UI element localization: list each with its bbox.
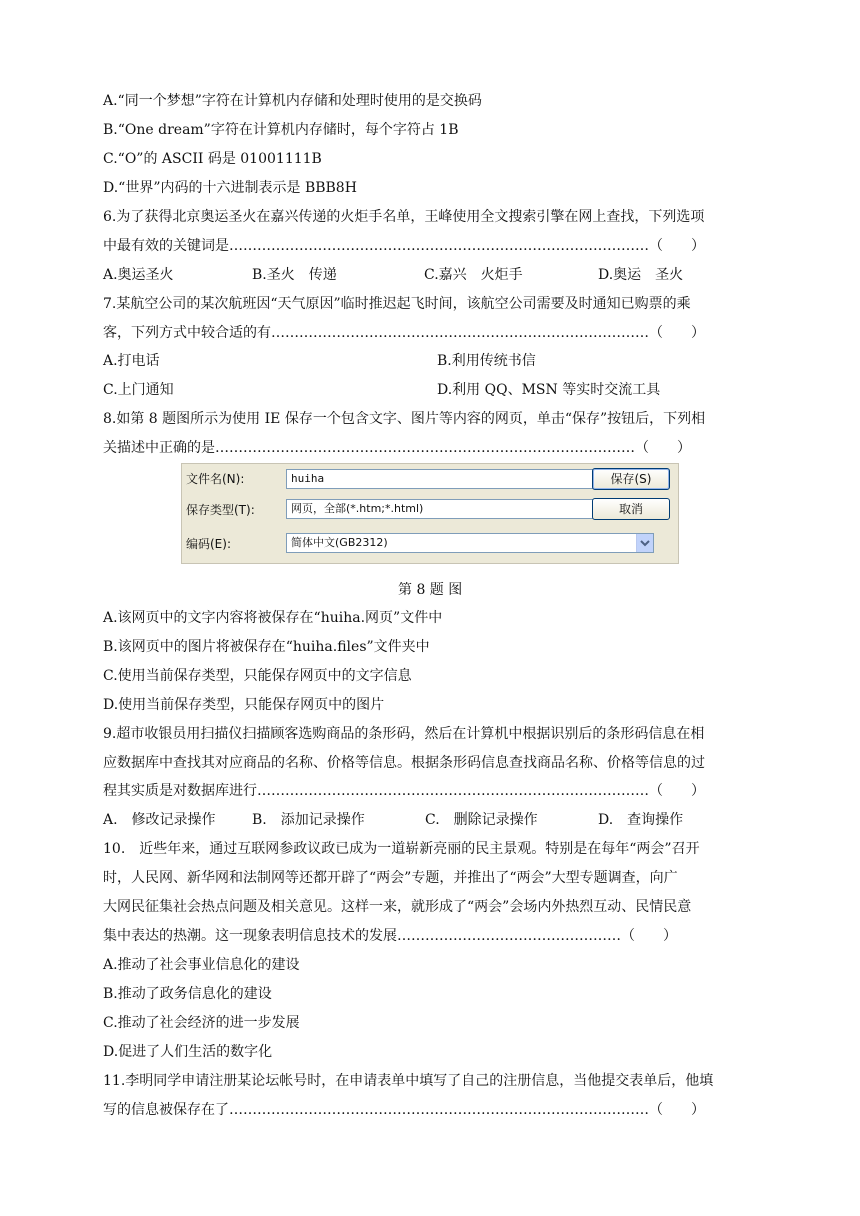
q10-stem-line1: 10. 近些年来，通过互联网参政议政已成为一道崭新亮丽的民主景观。特别是在每年“两会”召开 [103,841,700,857]
q9-stem-line1: 9.超市收银员用扫描仪扫描顾客选购商品的条形码，然后在计算机中根据识别后的条形码信息在相 [103,726,705,742]
q8-option-c: C.使用当前保存类型，只能保存网页中的文字信息 [103,668,412,684]
encoding-label: 编码(E): [186,537,231,551]
q6-option-a: A.奥运圣火 [103,267,174,283]
q10-stem-line3: 大网民征集社会热点问题及相关意见。这样一来，就形成了“两会”会场内外热烈互动、民情民意 [103,899,692,915]
q10-stem-line2: 时，人民网、新华网和法制网等还都开辟了“两会”专题，并推出了“两会”大型专题调查，向广 [103,870,678,886]
q11-stem-line2: 写的信息被保存在了………………………………………………………………………………（ ） [103,1102,705,1118]
q6-option-c: C.嘉兴 火炬手 [424,267,523,283]
q5-option-b: B.“One dream”字符在计算机内存储时，每个字符占 1B [103,122,459,138]
file-type-label: 保存类型(T): [186,503,255,517]
q7-option-c: C.上门通知 [103,382,174,398]
encoding-value: 简体中文(GB2312) [291,536,388,549]
q7-option-d: D.利用 QQ、MSN 等实时交流工具 [437,382,661,398]
cancel-button[interactable]: 取消 [592,498,670,520]
q6-stem-line1: 6.为了获得北京奥运圣火在嘉兴传递的火炬手名单，王峰使用全文搜索引擎在网上查找，下列选项 [103,209,705,225]
figure-caption: 第 8 题 图 [398,582,463,598]
filename-label: 文件名(N): [186,472,245,486]
q5-option-d: D.“世界”内码的十六进制表示是 BBB8H [103,180,357,196]
q5-option-a: A.“同一个梦想”字符在计算机内存储和处理时使用的是交换码 [103,93,482,109]
q9-option-b: B. 添加记录操作 [252,812,365,828]
save-as-dialog [181,463,679,564]
q7-stem-line2: 客，下列方式中较合适的有………………………………………………………………………（ ） [103,325,705,341]
q10-stem-line4: 集中表达的热潮。这一现象表明信息技术的发展…………………………………………（ ） [103,928,677,944]
q8-stem-line1: 8.如第 8 题图所示为使用 IE 保存一个包含文字、图片等内容的网页，单击“保存”按钮后，下列相 [103,411,706,427]
q11-stem-line1: 11.李明同学申请注册某论坛帐号时，在申请表单中填写了自己的注册信息，当他提交表单后，他填 [103,1073,714,1089]
q9-stem-line2: 应数据库中查找其对应商品的名称、价格等信息。根据条形码信息查找商品名称、价格等信息的过 [103,755,705,771]
chevron-down-icon[interactable] [636,534,653,552]
q7-option-b: B.利用传统书信 [437,353,536,369]
save-button[interactable]: 保存(S) [592,468,670,490]
q10-option-a: A.推动了社会事业信息化的建设 [103,957,300,973]
q9-option-c: C. 删除记录操作 [425,812,538,828]
q5-option-c: C.“O”的 ASCII 码是 01001111B [103,151,322,167]
encoding-select[interactable] [286,533,654,553]
q8-option-b: B.该网页中的图片将被保存在“huiha.files”文件夹中 [103,639,430,655]
q8-option-d: D.使用当前保存类型，只能保存网页中的图片 [103,697,385,713]
q10-option-d: D.促进了人们生活的数字化 [103,1044,273,1060]
q6-stem-line2: 中最有效的关键词是………………………………………………………………………………（ ） [103,238,705,254]
file-type-value: 网页，全部(*.htm;*.html) [291,502,424,515]
q6-option-d: D.奥运 圣火 [598,267,684,283]
q7-option-a: A.打电话 [103,353,160,369]
q10-option-c: C.推动了社会经济的进一步发展 [103,1015,300,1031]
q9-option-a: A. 修改记录操作 [103,812,216,828]
q8-stem-line2: 关描述中正确的是………………………………………………………………………………（ ） [103,440,691,456]
q9-option-d: D. 查询操作 [598,812,684,828]
q8-option-a: A.该网页中的文字内容将被保存在“huiha.网页”文件中 [103,610,443,626]
q7-stem-line1: 7.某航空公司的某次航班因“天气原因”临时推迟起飞时间，该航空公司需要及时通知已购票的乘 [103,296,691,312]
q10-option-b: B.推动了政务信息化的建设 [103,986,272,1002]
filename-value: huiha [291,472,325,485]
q6-option-b: B.圣火 传递 [252,267,337,283]
q9-stem-line3: 程其实质是对数据库进行…………………………………………………………………………（ ） [103,783,705,799]
